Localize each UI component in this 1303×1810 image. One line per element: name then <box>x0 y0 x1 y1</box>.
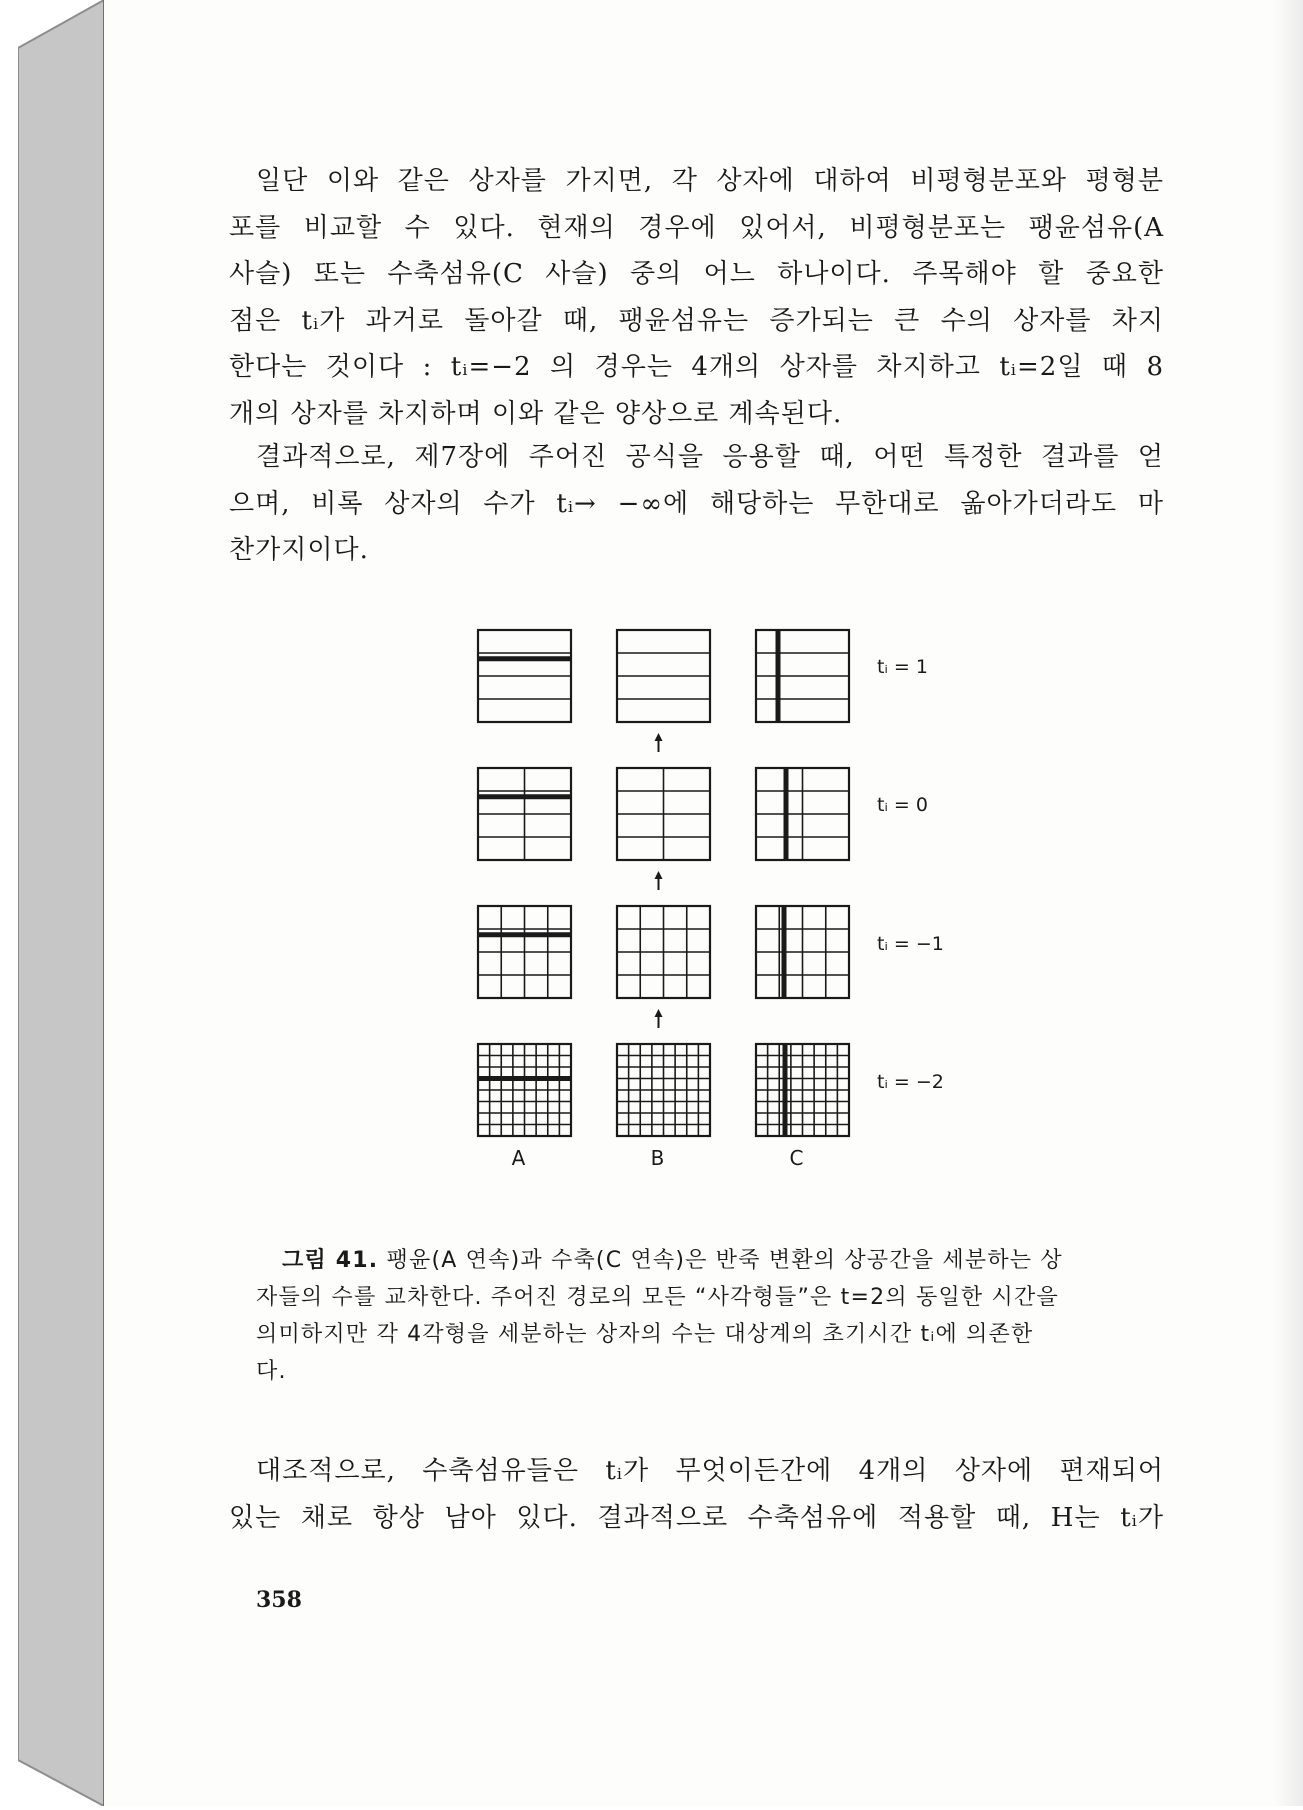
text-line: 개의 상자를 차지하며 이와 같은 양상으로 계속된다. <box>229 398 843 429</box>
caption-line: 다. <box>256 1359 287 1384</box>
row-label: tᵢ = 1 <box>877 656 928 678</box>
paragraph-1 <box>229 158 1164 437</box>
caption-text: 팽윤(A 연속)과 수축(C 연속)은 반죽 변환의 상공간을 세분하는 상 <box>386 1248 1063 1273</box>
text-line: 있는 채로 항상 남아 있다. 결과적으로 수축섬유에 적용할 때, H는 tᵢ가 <box>229 1502 1164 1533</box>
row-label: tᵢ = 0 <box>877 794 928 816</box>
text-line: 한다는 것이다 : tᵢ=−2 의 경우는 4개의 상자를 차지하고 tᵢ=2일 때 8 <box>229 352 1164 382</box>
page-number: 358 <box>256 1587 302 1613</box>
figure-caption <box>256 1242 1138 1390</box>
column-label: A <box>511 1146 526 1170</box>
page-edge-shade <box>1273 0 1303 1806</box>
figure-label: 그림 41. <box>282 1248 379 1273</box>
column-label: C <box>789 1146 804 1170</box>
text-line: 으며, 비록 상자의 수가 tᵢ→ −∞에 해당하는 무한대로 옮아가더라도 마 <box>229 488 1164 519</box>
text-line: 포를 비교할 수 있다. 현재의 경우에 있어서, 비평형분포는 팽윤섬유(A <box>229 212 1164 243</box>
paragraph-2 <box>229 434 1164 574</box>
row-label: tᵢ = −2 <box>877 1071 944 1093</box>
text-line: 대조적으로, 수축섬유들은 tᵢ가 무엇이든간에 4개의 상자에 편재되어 <box>256 1456 1164 1486</box>
text-line: 사슬) 또는 수축섬유(C 사슬) 중의 어느 하나이다. 주목해야 할 중요한 <box>229 259 1164 289</box>
book-spine-shape <box>18 0 106 1806</box>
text-line: 일단 이와 같은 상자를 가지면, 각 상자에 대하여 비평형분포와 평형분 <box>256 166 1164 196</box>
text-line: 점은 tᵢ가 과거로 돌아갈 때, 팽윤섬유는 증가되는 큰 수의 상자를 차지 <box>229 305 1164 336</box>
book-spine <box>18 0 106 1806</box>
caption-line: 자들의 수를 교차한다. 주어진 경로의 모든 “사각형들”은 t=2의 동일한 시간을 <box>256 1285 1059 1310</box>
column-label: B <box>650 1146 665 1170</box>
paragraph-3 <box>229 1448 1164 1541</box>
row-label: tᵢ = −1 <box>877 933 944 955</box>
caption-line <box>256 1242 1138 1279</box>
caption-line: 의미하지만 각 4각형을 세분하는 상자의 수는 대상계의 초기시간 tᵢ에 의존한 <box>256 1322 1034 1347</box>
text-line: 결과적으로, 제7장에 주어진 공식을 응용할 때, 어떤 특정한 결과를 얻 <box>256 442 1164 472</box>
text-line: 찬가지이다. <box>229 535 369 565</box>
